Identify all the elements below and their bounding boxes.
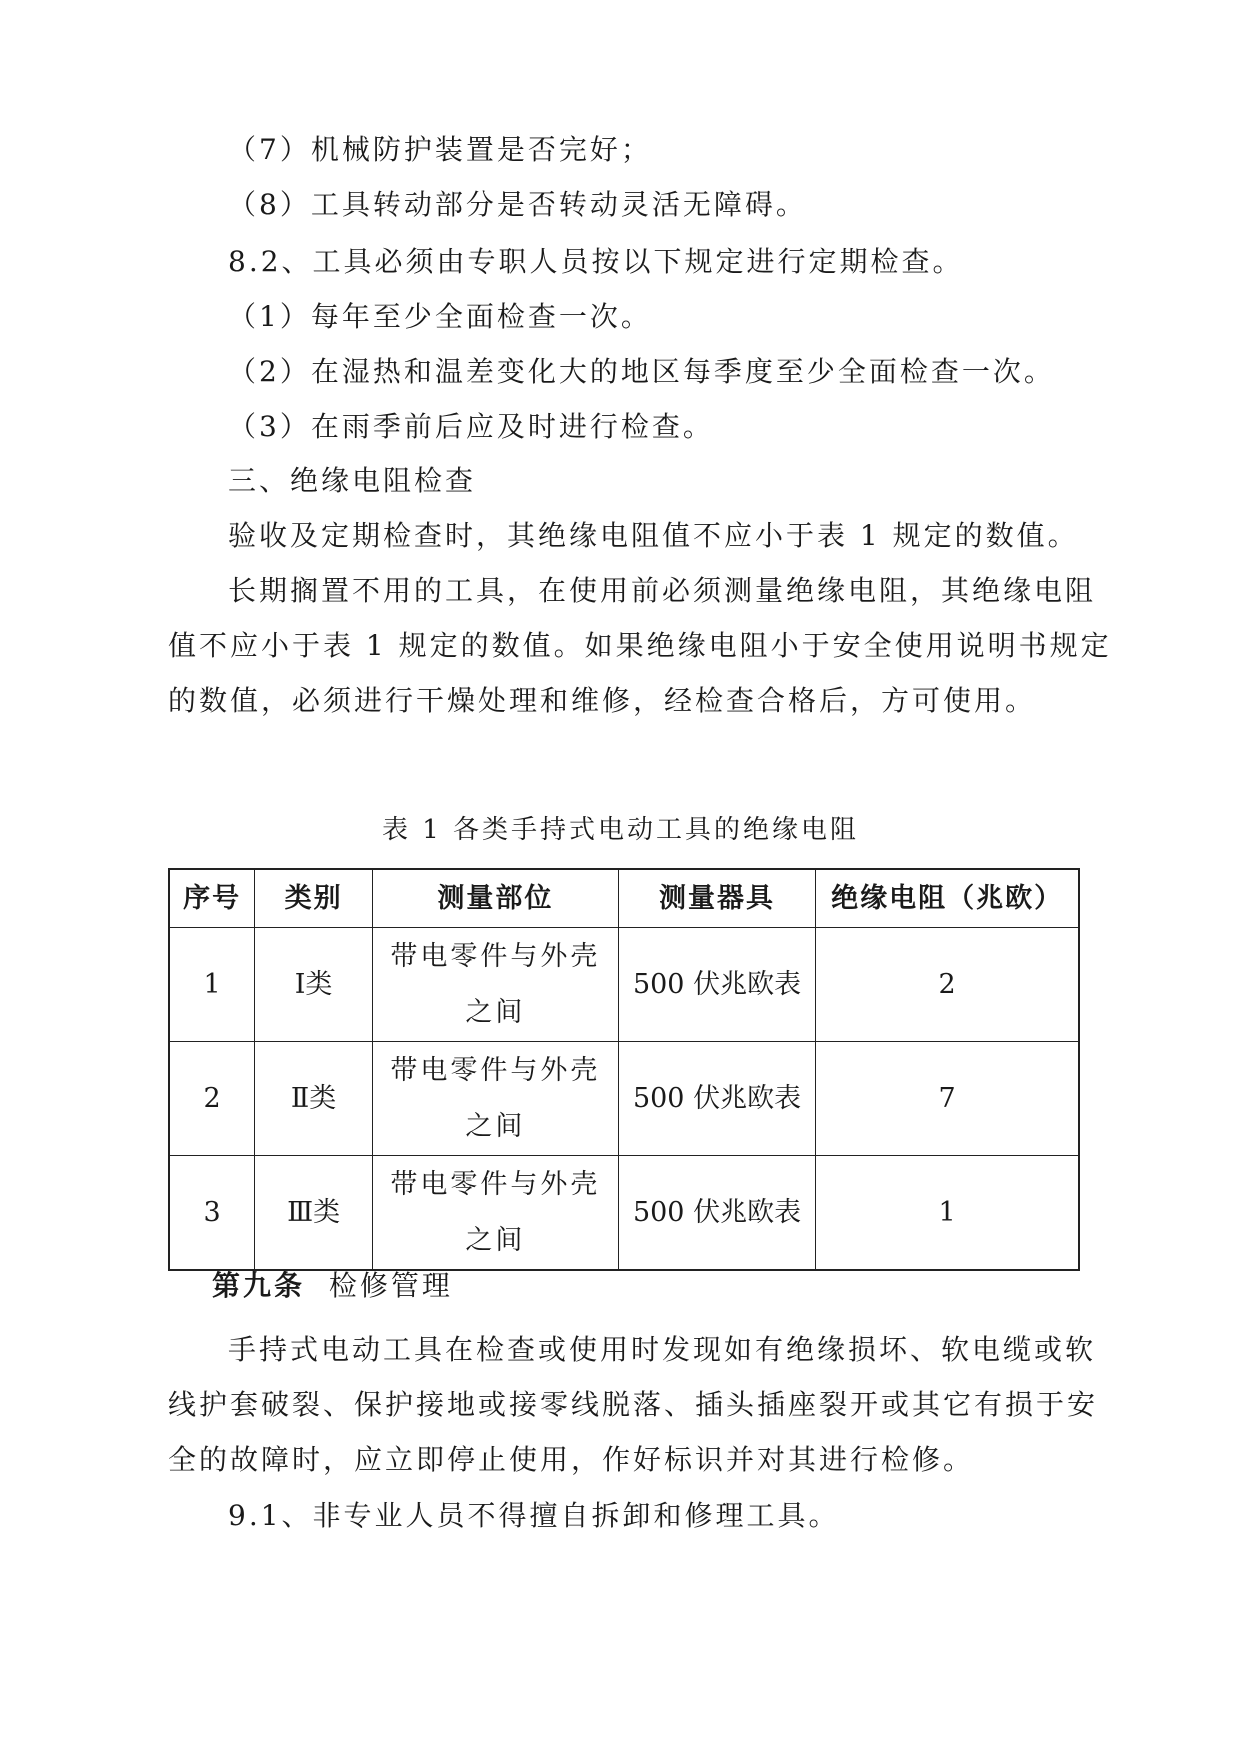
cell-instrument: 500 伏兆欧表 xyxy=(618,1042,815,1156)
section-9-para-line-1: 手持式电动工具在检查或使用时发现如有绝缘损坏、软电缆或软 xyxy=(228,1333,1097,1366)
cell-class: Ⅱ类 xyxy=(255,1042,373,1156)
paragraph-inspection: 验收及定期检查时，其绝缘电阻值不应小于表 1 规定的数值。 xyxy=(228,519,1079,552)
cell-index: 1 xyxy=(169,928,255,1042)
cell-location xyxy=(372,1042,618,1156)
cell-instrument: 500 伏兆欧表 xyxy=(618,1156,815,1271)
column-header-instrument: 测量器具 xyxy=(618,869,815,928)
column-header-class: 类别 xyxy=(255,869,373,928)
paragraph-long-idle-line-3: 的数值，必须进行干燥处理和维修，经检查合格后，方可使用。 xyxy=(168,684,1037,717)
section-9-number: 第九条 xyxy=(212,1269,306,1302)
table-row xyxy=(169,928,1079,1042)
cell-index: 3 xyxy=(169,1156,255,1271)
cell-location-text: 带电零件与外壳之间 xyxy=(390,940,601,1028)
paragraph-item-7: （7）机械防护装置是否完好； xyxy=(228,133,652,166)
column-header-measure-location: 测量部位 xyxy=(372,869,618,928)
table-row xyxy=(169,1156,1079,1271)
paragraph-item-8: （8）工具转动部分是否转动灵活无障碍。 xyxy=(228,188,807,221)
cell-location-text: 带电零件与外壳之间 xyxy=(390,1054,601,1142)
paragraph-long-idle-line-1: 长期搁置不用的工具，在使用前必须测量绝缘电阻，其绝缘电阻 xyxy=(228,574,1097,607)
paragraph-item-3: （3）在雨季前后应及时进行检查。 xyxy=(228,410,714,443)
insulation-resistance-table xyxy=(168,868,1080,1271)
cell-resistance: 7 xyxy=(816,1042,1079,1156)
cell-location xyxy=(372,1156,618,1271)
cell-resistance: 2 xyxy=(816,928,1079,1042)
section-9-para-line-3: 全的故障时，应立即停止使用，作好标识并对其进行检修。 xyxy=(168,1443,975,1476)
section-9-title: 检修管理 xyxy=(328,1269,453,1302)
table-header-row xyxy=(169,869,1079,928)
cell-resistance: 1 xyxy=(816,1156,1079,1271)
cell-instrument: 500 伏兆欧表 xyxy=(618,928,815,1042)
section-9-para-line-2: 线护套破裂、保护接地或接零线脱落、插头插座裂开或其它有损于安 xyxy=(168,1388,1099,1421)
column-header-index: 序号 xyxy=(169,869,255,928)
section-9-1: 9.1、非专业人员不得擅自拆卸和修理工具。 xyxy=(228,1499,840,1532)
paragraph-long-idle-line-2: 值不应小于表 1 规定的数值。如果绝缘电阻小于安全使用说明书规定 xyxy=(168,629,1112,662)
table-row xyxy=(169,1042,1079,1156)
cell-class: Ⅰ类 xyxy=(255,928,373,1042)
section-heading-3: 三、绝缘电阻检查 xyxy=(228,464,477,497)
cell-class: Ⅲ类 xyxy=(255,1156,373,1271)
table-caption: 表 1 各类手持式电动工具的绝缘电阻 xyxy=(381,815,860,845)
section-9-heading xyxy=(212,1266,453,1306)
paragraph-item-2: （2）在湿热和温差变化大的地区每季度至少全面检查一次。 xyxy=(228,355,1055,388)
cell-location-text: 带电零件与外壳之间 xyxy=(390,1168,601,1256)
paragraph-item-1: （1）每年至少全面检查一次。 xyxy=(228,300,652,333)
column-header-resistance: 绝缘电阻（兆欧） xyxy=(816,869,1079,928)
cell-location xyxy=(372,928,618,1042)
paragraph-8-2: 8.2、工具必须由专职人员按以下规定进行定期检查。 xyxy=(228,245,964,278)
cell-index: 2 xyxy=(169,1042,255,1156)
